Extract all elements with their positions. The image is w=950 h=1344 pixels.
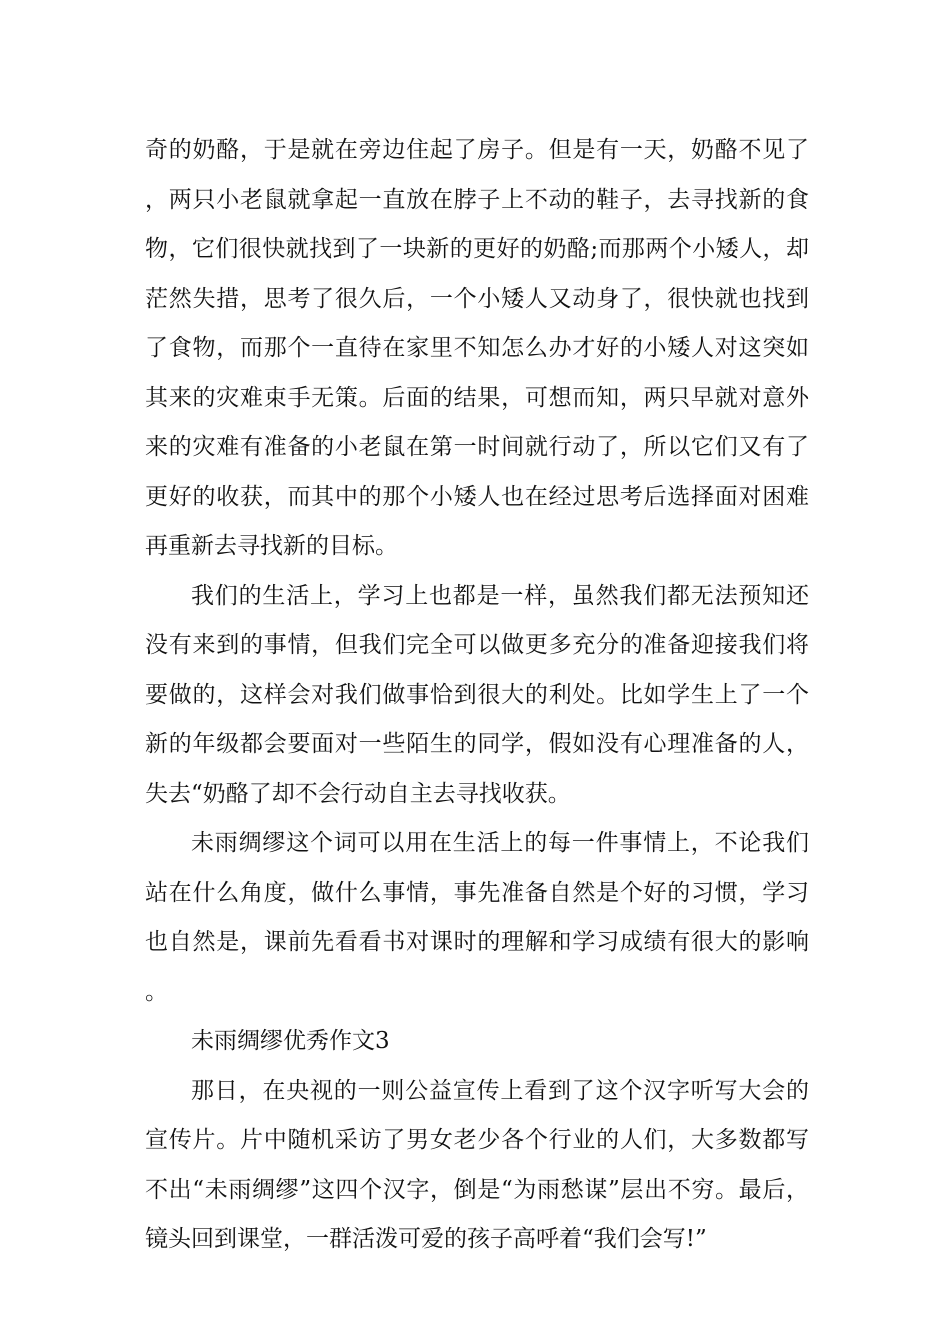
document-body	[145, 126, 809, 1265]
paragraph-life-study: 我们的生活上，学习上也都是一样，虽然我们都无法预知还没有来到的事情，但我们完全可以做更多充分的准备迎接我们将要做的，这样会对我们做事恰到很大的利处。比如学生上了一个新的年级都会要面对一些陌生的同学，假如没有心理准备的人，失去“奶酪了却不会行动自主去寻找收获。	[145, 582, 809, 807]
paragraph-cheese-story: 奇的奶酪，于是就在旁边住起了房子。但是有一天，奶酪不见了，两只小老鼠就拿起一直放在脖子上不动的鞋子，去寻找新的食物，它们很快就找到了一块新的更好的奶酪;而那两个小矮人，却茫然失措，思考了很久后，一个小矮人又动身了，很快就也找到了食物，而那个一直待在家里不知怎么办才好的小矮人对这突如其来的灾难束手无策。后面的结果，可想而知，两只早就对意外来的灾难有准备的小老鼠在第一时间就行动了，所以它们又有了更好的收获，而其中的那个小矮人也在经过思考后选择面对困难再重新去寻找新的目标。	[145, 137, 809, 559]
section-heading: 未雨绸缪优秀作文3	[191, 1028, 390, 1054]
paragraph-preparation-habit: 未雨绸缪这个词可以用在生活上的每一件事情上，不论我们站在什么角度，做什么事情，事先准备自然是个好的习惯，学习也自然是，课前先看看书对课时的理解和学习成绩有很大的影响。	[145, 830, 809, 1005]
paragraph-cctv-story: 那日，在央视的一则公益宣传上看到了这个汉字听写大会的宣传片。片中随机采访了男女老少各个行业的人们，大多数都写不出“未雨绸缪”这四个汉字，倒是“为雨愁谋”层出不穷。最后，镜头回到课堂，一群活泼可爱的孩子高呼着“我们会写!”	[145, 1077, 809, 1252]
